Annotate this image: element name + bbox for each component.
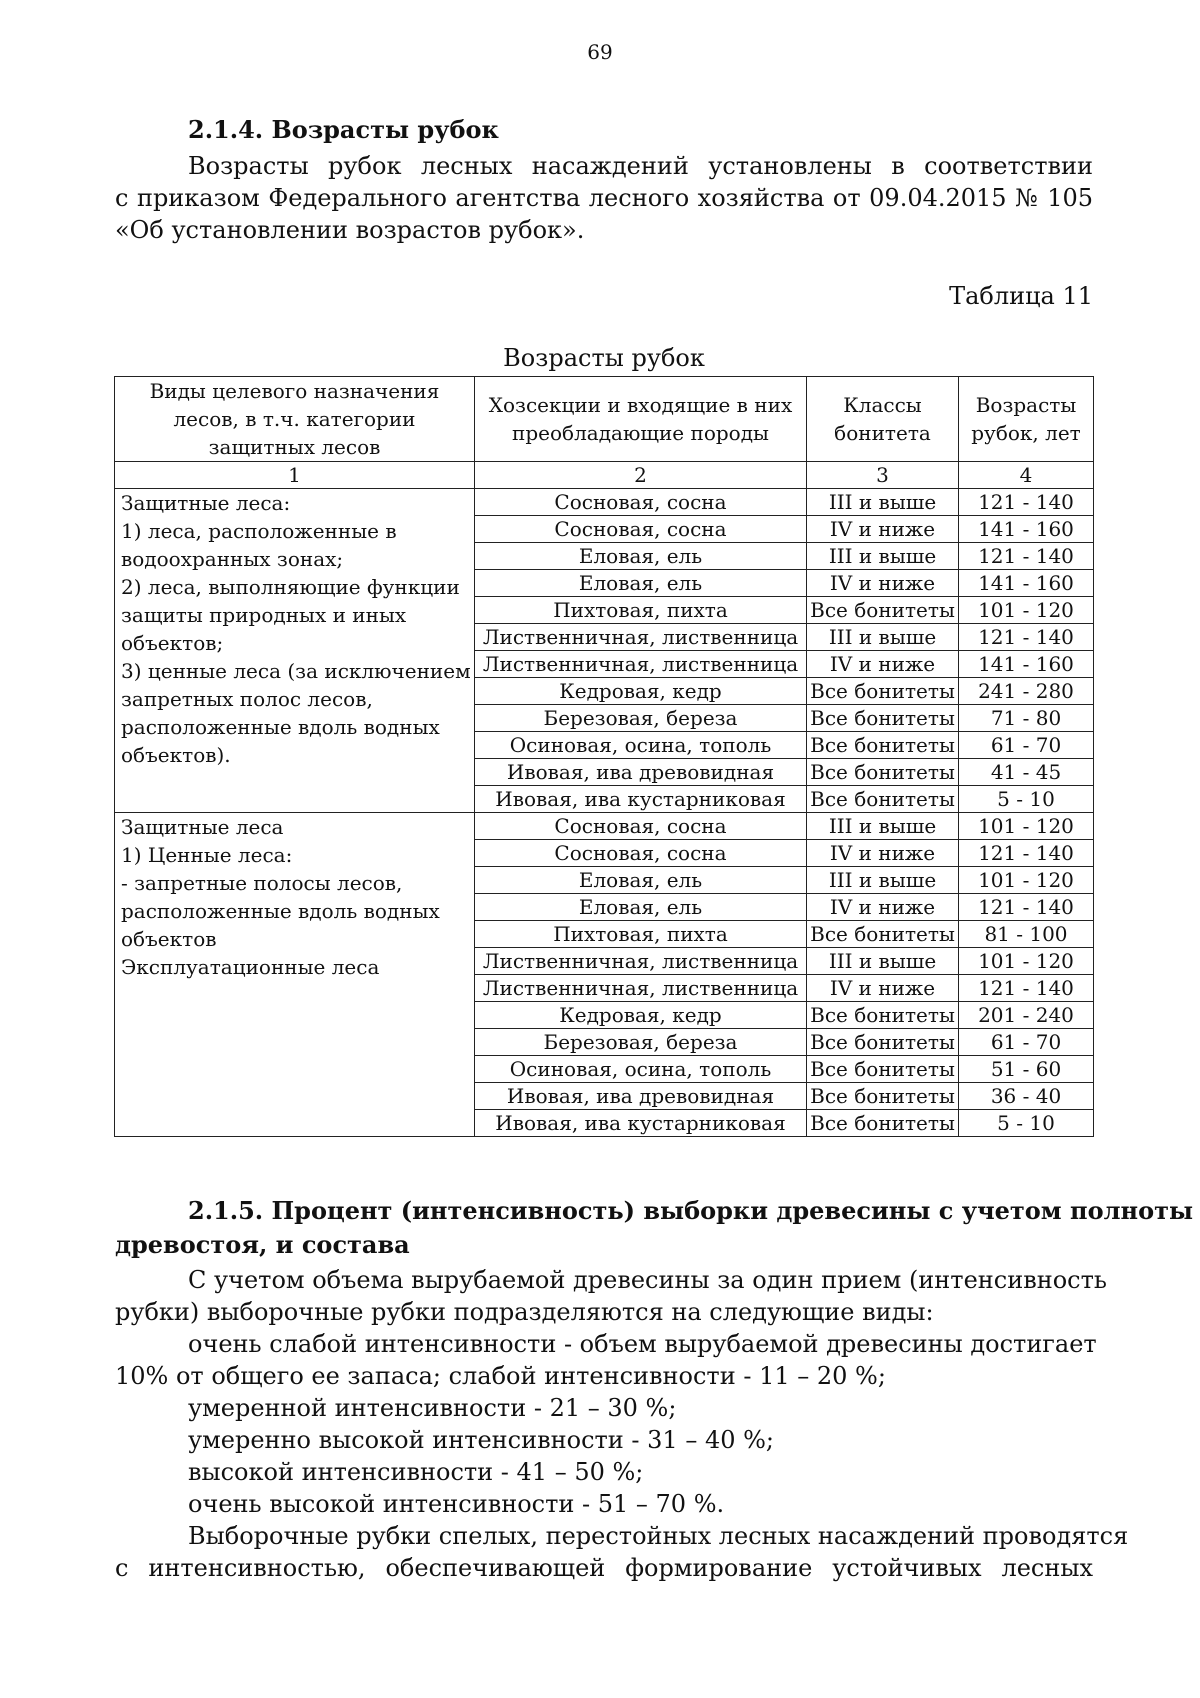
economic-section-cell: Сосновая, сосна [475, 840, 807, 867]
site-class-cell: III и выше [807, 948, 959, 975]
site-class-cell: IV и ниже [807, 516, 959, 543]
paragraph-line: высокой интенсивности - 41 – 50 %; [188, 1458, 644, 1486]
paragraph-line: рубки) выборочные рубки подразделяются на следующие виды: [115, 1298, 934, 1326]
cutting-age-cell: 5 - 10 [959, 1110, 1094, 1137]
cutting-age-cell: 101 - 120 [959, 867, 1094, 894]
paragraph-line: «Об установлении возрастов рубок». [115, 216, 585, 244]
economic-section-cell: Березовая, береза [475, 705, 807, 732]
economic-section-cell: Сосновая, сосна [475, 813, 807, 840]
section-heading-2-1-5: 2.1.5. Процент (интенсивность) выборки древесины с учетом полноты [188, 1196, 1193, 1225]
column-number: 3 [807, 462, 959, 489]
economic-section-cell: Ивовая, ива древовидная [475, 759, 807, 786]
table-label: Таблица 11 [949, 282, 1093, 310]
site-class-cell: IV и ниже [807, 651, 959, 678]
cutting-age-cell: 121 - 140 [959, 894, 1094, 921]
table-body [115, 489, 1094, 1137]
cutting-age-cell: 101 - 120 [959, 813, 1094, 840]
site-class-cell: Все бонитеты [807, 1002, 959, 1029]
economic-section-cell: Лиственничная, лиственница [475, 948, 807, 975]
site-class-cell: Все бонитеты [807, 678, 959, 705]
cutting-age-cell: 241 - 280 [959, 678, 1094, 705]
site-class-cell: Все бонитеты [807, 786, 959, 813]
site-class-cell: III и выше [807, 543, 959, 570]
section-heading-2-1-5-continued: древостоя, и состава [115, 1230, 410, 1259]
cutting-age-cell: 121 - 140 [959, 624, 1094, 651]
forest-category-line: расположенные вдоль водных [121, 899, 440, 923]
site-class-cell: IV и ниже [807, 840, 959, 867]
header-site-class: Классы бонитета [807, 377, 959, 462]
economic-section-cell: Лиственничная, лиственница [475, 651, 807, 678]
forest-category-line: 2) леса, выполняющие функции [121, 575, 460, 599]
forest-category-line: объектов). [121, 743, 231, 767]
forest-category-line: водоохранных зонах; [121, 547, 344, 571]
cutting-age-cell: 121 - 140 [959, 489, 1094, 516]
paragraph-line: 10% от общего ее запаса; слабой интенсивности - 11 – 20 %; [115, 1362, 886, 1390]
cutting-age-cell: 101 - 120 [959, 948, 1094, 975]
cutting-age-cell: 61 - 70 [959, 732, 1094, 759]
forest-category-line: защиты природных и иных [121, 603, 407, 627]
forest-category-line: Эксплуатационные леса [121, 955, 380, 979]
site-class-cell: Все бонитеты [807, 705, 959, 732]
forest-category-line: 3) ценные леса (за исключением [121, 659, 471, 683]
cutting-age-cell: 61 - 70 [959, 1029, 1094, 1056]
column-number: 2 [475, 462, 807, 489]
site-class-cell: Все бонитеты [807, 1083, 959, 1110]
economic-section-cell: Кедровая, кедр [475, 1002, 807, 1029]
paragraph-line: С учетом объема вырубаемой древесины за один прием (интенсивность [188, 1266, 1107, 1294]
paragraph-line: с интенсивностью, обеспечивающей формирование устойчивых лесных [115, 1554, 1093, 1582]
economic-section-cell: Ивовая, ива кустарниковая [475, 786, 807, 813]
forest-category-line: запретных полос лесов, [121, 687, 373, 711]
paragraph-line: очень высокой интенсивности - 51 – 70 %. [188, 1490, 725, 1518]
header-forest-purpose: Виды целевого назначения лесов, в т.ч. категории защитных лесов [115, 377, 475, 462]
forest-category-line: 1) леса, расположенные в [121, 519, 397, 543]
cutting-age-cell: 41 - 45 [959, 759, 1094, 786]
paragraph-line: умеренной интенсивности - 21 – 30 %; [188, 1394, 677, 1422]
cutting-age-cell: 71 - 80 [959, 705, 1094, 732]
site-class-cell: III и выше [807, 489, 959, 516]
site-class-cell: III и выше [807, 813, 959, 840]
cutting-age-cell: 141 - 160 [959, 651, 1094, 678]
forest-category-line: Защитные леса [121, 815, 284, 839]
paragraph-line: Возрасты рубок лесных насаждений установлены в соответствии [188, 152, 1093, 180]
column-number: 4 [959, 462, 1094, 489]
site-class-cell: Все бонитеты [807, 1029, 959, 1056]
site-class-cell: III и выше [807, 867, 959, 894]
page-number: 69 [587, 40, 613, 64]
site-class-cell: Все бонитеты [807, 1056, 959, 1083]
forest-category-line: Защитные леса: [121, 491, 291, 515]
forest-category-cell [115, 489, 475, 813]
header-economic-sections: Хозсекции и входящие в них преобладающие породы [475, 377, 807, 462]
economic-section-cell: Пихтовая, пихта [475, 921, 807, 948]
table-column-number-row [115, 462, 1094, 489]
economic-section-cell: Ивовая, ива кустарниковая [475, 1110, 807, 1137]
economic-section-cell: Ивовая, ива древовидная [475, 1083, 807, 1110]
cutting-age-cell: 51 - 60 [959, 1056, 1094, 1083]
cutting-age-cell: 36 - 40 [959, 1083, 1094, 1110]
economic-section-cell: Пихтовая, пихта [475, 597, 807, 624]
paragraph-line: Выборочные рубки спелых, перестойных лесных насаждений проводятся [188, 1522, 1129, 1550]
cutting-age-cell: 141 - 160 [959, 570, 1094, 597]
site-class-cell: IV и ниже [807, 570, 959, 597]
economic-section-cell: Осиновая, осина, тополь [475, 732, 807, 759]
economic-section-cell: Кедровая, кедр [475, 678, 807, 705]
cutting-age-cell: 141 - 160 [959, 516, 1094, 543]
table-caption: Возрасты рубок [503, 344, 705, 372]
cutting-age-cell: 121 - 140 [959, 840, 1094, 867]
economic-section-cell: Еловая, ель [475, 867, 807, 894]
site-class-cell: Все бонитеты [807, 597, 959, 624]
column-number: 1 [115, 462, 475, 489]
economic-section-cell: Сосновая, сосна [475, 489, 807, 516]
forest-category-line: - запретные полосы лесов, [121, 871, 403, 895]
cutting-age-cell: 201 - 240 [959, 1002, 1094, 1029]
economic-section-cell: Еловая, ель [475, 543, 807, 570]
economic-section-cell: Еловая, ель [475, 894, 807, 921]
economic-section-cell: Осиновая, осина, тополь [475, 1056, 807, 1083]
paragraph-line: умеренно высокой интенсивности - 31 – 40 %; [188, 1426, 775, 1454]
forest-category-line: объектов; [121, 631, 224, 655]
cutting-age-cell: 121 - 140 [959, 543, 1094, 570]
section-heading-2-1-4: 2.1.4. Возрасты рубок [188, 115, 499, 144]
forest-category-line: расположенные вдоль водных [121, 715, 440, 739]
site-class-cell: IV и ниже [807, 894, 959, 921]
table-header-row [115, 377, 1094, 462]
forest-category-cell [115, 813, 475, 1137]
forest-category-line: объектов [121, 927, 217, 951]
site-class-cell: Все бонитеты [807, 759, 959, 786]
cutting-age-cell: 101 - 120 [959, 597, 1094, 624]
paragraph-line: с приказом Федерального агентства лесного хозяйства от 09.04.2015 № 105 [115, 184, 1093, 212]
economic-section-cell: Лиственничная, лиственница [475, 975, 807, 1002]
table-row [115, 489, 1094, 516]
header-cutting-age: Возрасты рубок, лет [959, 377, 1094, 462]
cutting-age-cell: 81 - 100 [959, 921, 1094, 948]
table-row [115, 813, 1094, 840]
site-class-cell: Все бонитеты [807, 732, 959, 759]
cutting-age-cell: 121 - 140 [959, 975, 1094, 1002]
cutting-age-cell: 5 - 10 [959, 786, 1094, 813]
paragraph-line: очень слабой интенсивности - объем вырубаемой древесины достигает [188, 1330, 1097, 1358]
economic-section-cell: Березовая, береза [475, 1029, 807, 1056]
site-class-cell: III и выше [807, 624, 959, 651]
site-class-cell: Все бонитеты [807, 1110, 959, 1137]
forest-category-line: 1) Ценные леса: [121, 843, 293, 867]
cutting-ages-table [114, 376, 1094, 1137]
site-class-cell: Все бонитеты [807, 921, 959, 948]
economic-section-cell: Лиственничная, лиственница [475, 624, 807, 651]
site-class-cell: IV и ниже [807, 975, 959, 1002]
economic-section-cell: Сосновая, сосна [475, 516, 807, 543]
economic-section-cell: Еловая, ель [475, 570, 807, 597]
